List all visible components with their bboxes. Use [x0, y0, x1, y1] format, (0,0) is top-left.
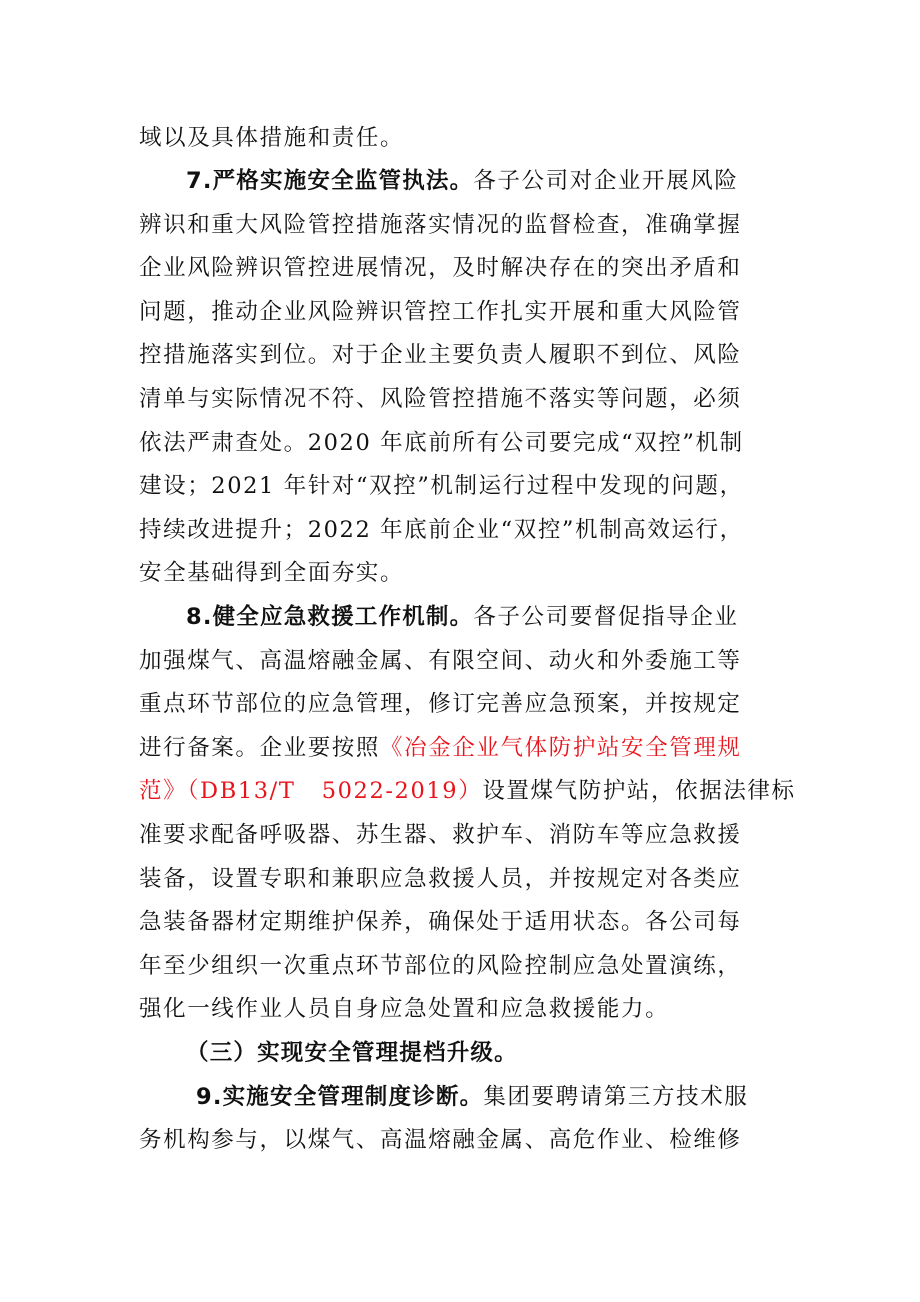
standard-reference: 范》（DB13/T 5022-2019） [139, 778, 483, 804]
item-7-heading-line [186, 166, 738, 196]
text-line [139, 951, 742, 981]
line-text: 各子公司要督促指导企业 [473, 604, 739, 630]
text-line [139, 776, 796, 806]
section-title: （三）实现安全管理提档升级。 [186, 1040, 518, 1066]
section-3-heading [186, 1038, 518, 1068]
text-line [139, 733, 742, 763]
line-text: 重点环节部位的应急管理，修订完善应急预案，并按规定 [139, 691, 742, 717]
line-text: 各子公司对企业开展风险 [473, 168, 739, 194]
line-text: 企业风险辨识管控进展情况，及时解决存在的突出矛盾和 [139, 255, 742, 281]
text-line [139, 210, 742, 240]
line-text: 强化一线作业人员自身应急处置和应急救援能力。 [139, 996, 670, 1022]
text-line [139, 384, 742, 414]
text-line [139, 646, 742, 676]
line-text: 加强煤气、高温熔融金属、有限空间、动火和外委施工等 [139, 648, 742, 674]
text-line [139, 340, 742, 370]
text-line [139, 428, 744, 458]
line-text: 域以及具体措施和责任。 [139, 125, 405, 151]
line-text: 准要求配备呼吸器、苏生器、救护车、消防车等应急救援 [139, 822, 742, 848]
line-text: 控措施落实到位。对于企业主要负责人履职不到位、风险 [139, 342, 742, 368]
line-text: 依法严肃查处。2020 年底前所有公司要完成“双控”机制 [139, 430, 744, 456]
line-text: 建设；2021 年针对“双控”机制运行过程中发现的问题， [139, 473, 744, 499]
line-text: 务机构参与，以煤气、高温熔融金属、高危作业、检维修 [139, 1127, 742, 1153]
item-7-title: 7.严格实施安全监管执法。 [186, 168, 474, 194]
text-line [139, 123, 404, 153]
line-text: 安全基础得到全面夯实。 [139, 560, 405, 586]
standard-reference: 《冶金企业气体防护站安全管理规 [380, 735, 742, 761]
text-line [139, 253, 742, 283]
item-8-title: 8.健全应急救援工作机制。 [186, 604, 474, 630]
line-text: 设置煤气防护站，依据法律标 [482, 778, 796, 804]
item-9-title: 9.实施安全管理制度诊断。 [196, 1084, 484, 1110]
text-line [139, 515, 744, 545]
line-text: 集团要聘请第三方技术服 [483, 1084, 749, 1110]
text-line [139, 820, 742, 850]
line-text: 年至少组织一次重点环节部位的风险控制应急处置演练， [139, 953, 742, 979]
line-text: 急装备器材定期维护保养，确保处于适用状态。各公司每 [139, 909, 742, 935]
line-text: 清单与实际情况不符、风险管控措施不落实等问题，必须 [139, 386, 742, 412]
text-line [139, 994, 669, 1024]
text-line [139, 864, 742, 894]
text-line [139, 689, 742, 719]
line-text: 进行备案。企业要按照 [139, 735, 381, 761]
text-line [139, 907, 742, 937]
line-text: 装备，设置专职和兼职应急救援人员，并按规定对各类应 [139, 866, 742, 892]
line-text: 问题，推动企业风险辨识管控工作扎实开展和重大风险管 [139, 299, 742, 325]
line-text: 辨识和重大风险管控措施落实情况的监督检查，准确掌握 [139, 212, 742, 238]
text-line [139, 471, 744, 501]
text-line [139, 558, 404, 588]
item-8-heading-line [186, 602, 738, 632]
text-line [139, 1125, 742, 1155]
text-line [139, 297, 742, 327]
item-9-heading-line [196, 1082, 748, 1112]
line-text: 持续改进提升；2022 年底前企业“双控”机制高效运行， [139, 517, 744, 543]
